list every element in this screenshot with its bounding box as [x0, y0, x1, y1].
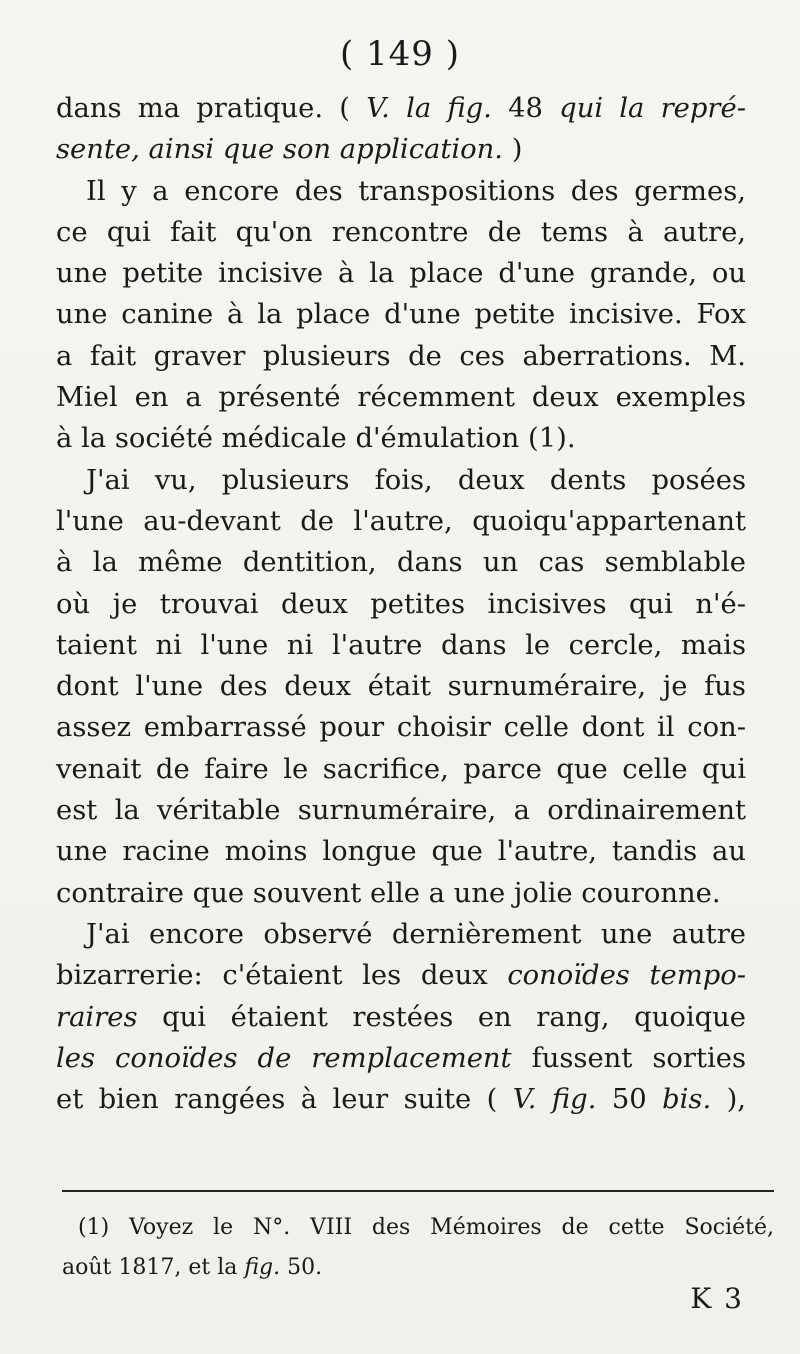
- italic-text: sente, ainsi que son application.: [56, 134, 503, 166]
- text-run: août 1817, et la: [62, 1255, 245, 1280]
- text-run: ): [502, 134, 523, 166]
- text-run: où je trouvai deux petites incisives qui n'é-: [56, 588, 746, 620]
- text-line: [56, 790, 746, 831]
- text-line: [56, 1079, 746, 1120]
- text-line: [56, 253, 746, 294]
- text-run: dans ma pratique. (: [56, 93, 367, 124]
- text-line: [56, 707, 746, 748]
- text-run: l'une au-devant de l'autre, quoiqu'appartenant: [56, 505, 746, 537]
- body-text: [56, 88, 746, 1120]
- italic-text: V. la fig.: [366, 93, 492, 124]
- italic-text: conoïdes tempo-: [507, 960, 746, 992]
- text-run: J'ai vu, plusieurs fois, deux dents posées: [86, 464, 746, 496]
- italic-text: fig.: [244, 1255, 281, 1280]
- text-run: qui étaient restées en rang, quoique: [137, 1001, 746, 1033]
- text-run: une racine moins longue que l'autre, tandis au: [56, 836, 746, 868]
- text-run: dont l'une des deux était surnuméraire, je fus: [56, 671, 746, 703]
- text-run: une canine à la place d'une petite incisive. Fox: [56, 299, 746, 331]
- text-run: 50.: [280, 1255, 323, 1280]
- text-line: [56, 460, 746, 501]
- text-run: est la véritable surnuméraire, a ordinairement: [56, 795, 746, 827]
- text-line: [56, 171, 746, 212]
- text-line: [56, 212, 746, 253]
- text-line: [56, 336, 746, 377]
- text-run: et bien rangées à leur suite (: [56, 1084, 513, 1116]
- text-line: [56, 955, 746, 996]
- text-line: [56, 997, 746, 1038]
- text-run: a fait graver plusieurs de ces aberrations. M.: [56, 340, 746, 372]
- text-run: 50: [596, 1084, 663, 1116]
- footnote-rule: [62, 1190, 774, 1192]
- text-line: [56, 501, 746, 542]
- text-line: [56, 129, 746, 170]
- text-run: J'ai encore observé dernièrement une autre: [86, 918, 746, 950]
- text-run: 48: [491, 93, 560, 124]
- text-run: bizarrerie: c'étaient les deux: [56, 960, 508, 992]
- text-line: [56, 377, 746, 418]
- text-line: [56, 584, 746, 625]
- text-run: contraire que souvent elle a une jolie couronne.: [56, 877, 721, 909]
- footnote-line: [62, 1208, 774, 1248]
- text-run: (1) Voyez le N°. VIII des Mémoires de cette Société,: [78, 1215, 774, 1240]
- text-run: assez embarrassé pour choisir celle dont il con-: [56, 712, 746, 744]
- italic-text: V. fig.: [512, 1084, 597, 1116]
- text-line: [56, 625, 746, 666]
- text-line: [56, 542, 746, 583]
- text-line: [56, 88, 746, 129]
- text-run: une petite incisive à la place d'une grande, ou: [56, 258, 746, 290]
- signature-mark: K 3: [690, 1282, 744, 1315]
- text-run: Il y a encore des transpositions des germes,: [86, 175, 746, 207]
- text-line: [56, 831, 746, 872]
- text-run: à la société médicale d'émulation (1).: [56, 423, 576, 455]
- text-line: [56, 666, 746, 707]
- italic-text: bis.: [662, 1084, 712, 1116]
- text-line: [56, 749, 746, 790]
- text-line: [56, 294, 746, 335]
- italic-text: raires: [56, 1001, 138, 1033]
- text-line: [56, 914, 746, 955]
- text-line: [56, 873, 746, 914]
- text-run: taient ni l'une ni l'autre dans le cercle, mais: [56, 629, 746, 661]
- text-run: à la même dentition, dans un cas semblable: [56, 547, 746, 579]
- text-line: [56, 418, 746, 459]
- text-run: venait de faire le sacrifice, parce que celle qui: [56, 753, 746, 785]
- text-run: fussent sorties: [511, 1042, 746, 1074]
- italic-text: les conoïdes de remplacement: [56, 1042, 512, 1074]
- text-run: ce qui fait qu'on rencontre de tems à autre,: [56, 216, 746, 248]
- footnotes: [62, 1208, 774, 1288]
- text-line: [56, 1038, 746, 1079]
- text-run: ),: [711, 1084, 747, 1116]
- page-number: ( 149 ): [339, 34, 461, 74]
- text-run: Miel en a présenté récemment deux exemples: [56, 382, 746, 414]
- italic-text: qui la repré-: [559, 93, 746, 124]
